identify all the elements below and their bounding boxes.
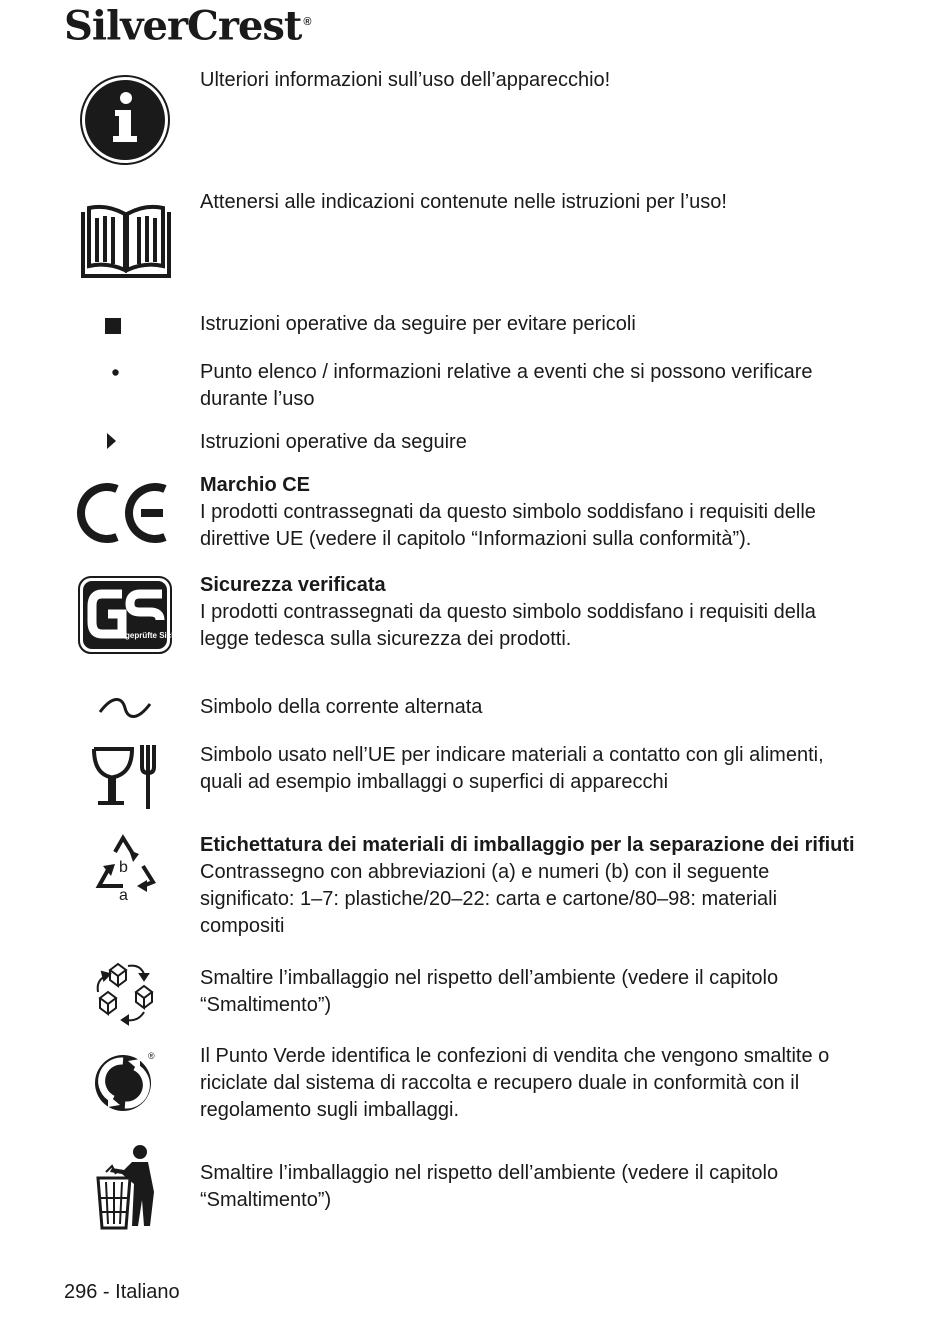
green-dot-registered: ® [148, 1051, 155, 1061]
entry-text: I prodotti contrassegnati da questo simbolo soddisfano i requisiti della legge tedesca sulla sicurezza dei prodotti. [200, 601, 816, 650]
entry-info [200, 67, 860, 94]
info-icon [79, 74, 171, 166]
dot-bullet-icon [112, 369, 119, 376]
entry-text: Istruzioni operative da seguire [200, 431, 467, 453]
entry-dot-bullet [200, 359, 860, 413]
ce-mark-icon [79, 483, 171, 543]
manual-book-icon [81, 204, 171, 280]
entry-heading: Etichettatura dei materiali di imballaggio per la separazione dei rifiuti [200, 834, 855, 856]
entry-gs [200, 572, 860, 653]
brand-logo [64, 0, 311, 50]
entry-text: Simbolo usato nell’UE per indicare materiali a contatto con gli alimenti, quali ad esempio imballaggi o superfici di apparecchi [200, 744, 824, 793]
entry-text: Attenersi alle indicazioni contenute nelle istruzioni per l’uso! [200, 191, 727, 213]
triangle-arrow-icon [107, 433, 116, 449]
entry-text: Contrassegno con abbreviazioni (a) e numeri (b) con il seguente significato: 1–7: plastiche/20–22: carta e cartone/80–98: materiali compositi [200, 861, 778, 937]
recycle-boxes-icon [92, 962, 158, 1024]
entry-manual [200, 189, 860, 216]
entry-text: Il Punto Verde identifica le confezioni di vendita che vengono smaltite o riciclate dal sistema di raccolta e recupero duale in conformità con il regolamento sugli imballaggi. [200, 1045, 830, 1121]
food-contact-icon [90, 743, 160, 811]
entry-recycling-triangle [200, 832, 860, 940]
entry-text: I prodotti contrassegnati da questo simbolo soddisfano i requisiti delle direttive UE (vedere il capitolo “Informazioni sulla conformità”). [200, 501, 816, 550]
entry-text: Punto elenco / informazioni relative a eventi che si possono verificare durante l’uso [200, 361, 813, 410]
entry-triangle [200, 429, 860, 456]
tidyman-icon [92, 1144, 160, 1230]
entry-recycle-boxes [200, 965, 860, 1019]
entry-text: Smaltire l’imballaggio nel rispetto dell’ambiente (vedere il capitolo “Smaltimento”) [200, 967, 779, 1016]
gs-text: geprüfte Sicherheit [125, 631, 198, 640]
page-footer: 296 - Italiano [64, 1281, 180, 1303]
entry-heading: Marchio CE [200, 474, 311, 496]
entry-text: Smaltire l’imballaggio nel rispetto dell’ambiente (vedere il capitolo “Smaltimento”) [200, 1162, 779, 1211]
entry-tidyman [200, 1160, 860, 1214]
green-dot-icon [92, 1049, 158, 1113]
gs-mark-icon [78, 576, 198, 654]
recycling-triangle-icon [93, 834, 157, 904]
entry-ac [200, 694, 860, 721]
brand-logo-text: SilverCrest [64, 2, 302, 50]
square-bullet-icon [105, 318, 121, 334]
entry-food [200, 742, 860, 796]
recycling-label-b: b [119, 859, 128, 876]
entry-text: Ulteriori informazioni sull’uso dell’apparecchio! [200, 69, 611, 91]
entry-heading: Sicurezza verificata [200, 574, 386, 596]
alternating-current-icon [98, 698, 152, 718]
registered-mark: ® [303, 16, 311, 28]
entry-text: Istruzioni operative da seguire per evitare pericoli [200, 313, 636, 335]
entry-square-bullet [200, 311, 860, 338]
entry-ce [200, 472, 860, 553]
entry-green-dot [200, 1043, 860, 1124]
recycling-label-a: a [119, 887, 128, 904]
entry-text: Simbolo della corrente alternata [200, 696, 483, 718]
